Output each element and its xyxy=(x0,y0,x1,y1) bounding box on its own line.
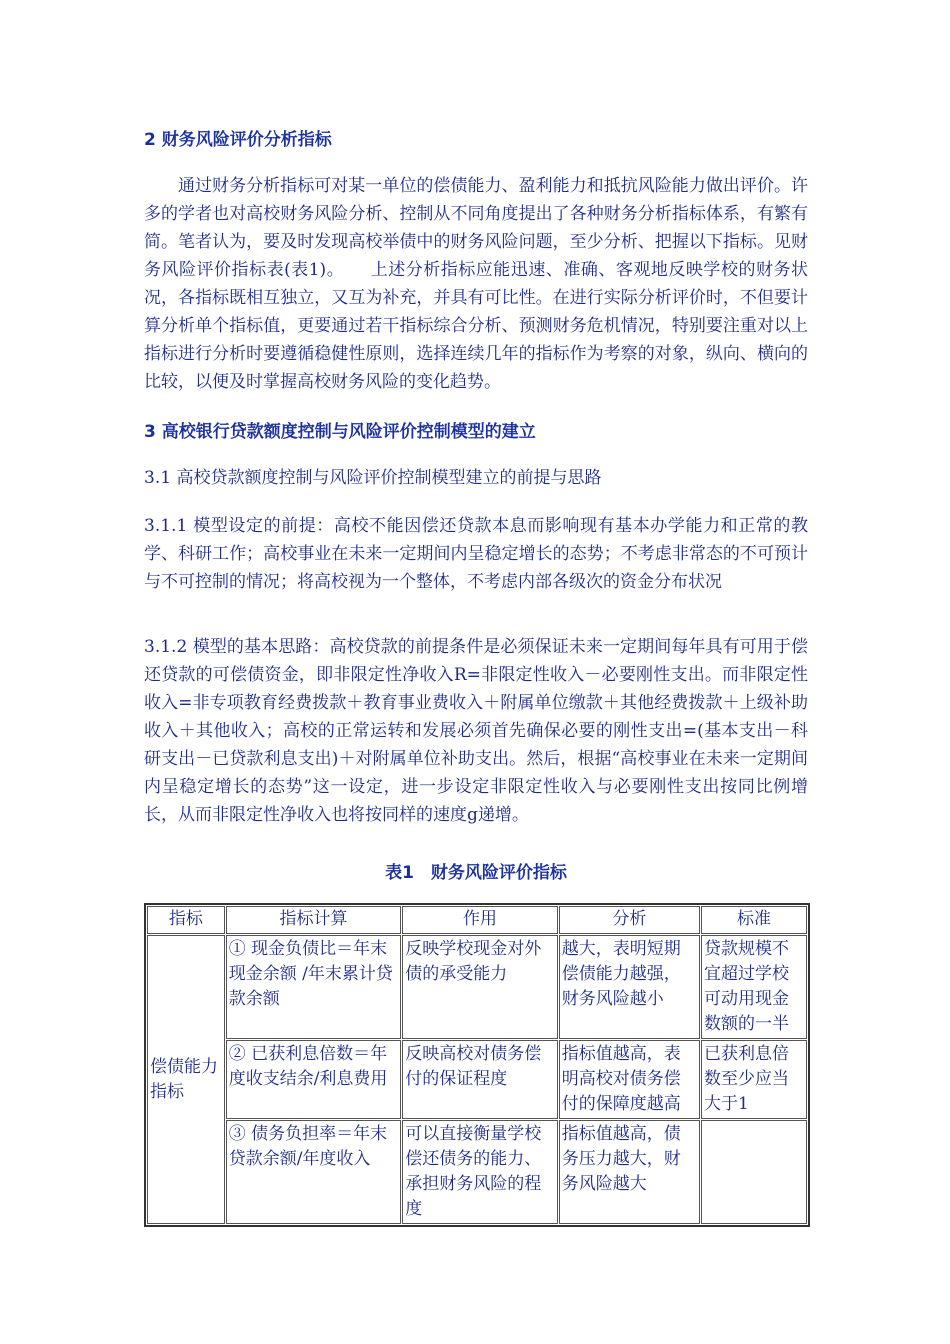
cell-calculation: ② 已获利息倍数＝年度收支结余/利息费用 xyxy=(226,1040,402,1119)
table-caption: 表1 财务风险评价指标 xyxy=(385,863,567,883)
table-row xyxy=(147,1120,807,1224)
cell-standard: 已获利息倍数至少应当大于1 xyxy=(701,1040,807,1119)
cell-standard xyxy=(701,1120,807,1224)
cell-calculation: ① 现金负债比＝年末现金余额 /年末累计贷款余额 xyxy=(226,935,402,1039)
group-cell: 偿债能力指标 xyxy=(147,935,225,1224)
table-header-row xyxy=(147,906,807,934)
header-analysis: 分析 xyxy=(559,906,700,934)
cell-function: 反映学校现金对外债的承受能力 xyxy=(402,935,557,1039)
section-3-heading: 3 高校银行贷款额度控制与风险评价控制模型的建立 xyxy=(144,422,536,442)
cell-function: 可以直接衡量学校偿还债务的能力、承担财务风险的程度 xyxy=(402,1120,557,1224)
cell-standard: 贷款规模不宜超过学校可动用现金数额的一半 xyxy=(701,935,807,1039)
paragraph-3-1-1: 3.1.1 模型设定的前提：高校不能因偿还贷款本息而影响现有基本办学能力和正常的教学、科研工作；高校事业在未来一定期间内呈稳定增长的态势；不考虑非常态的不可预计与不可控制的情况；将高校视为一个整体，不考虑内部各级次的资金分布状况 xyxy=(144,516,808,592)
paragraph-3-1-2: 3.1.2 模型的基本思路：高校贷款的前提条件是必须保证未来一定期间每年具有可用于偿还贷款的可偿债资金，即非限定性净收入R=非限定性收入－必要刚性支出。而非限定性收入=非专项教育经费拨款＋教育事业费收入＋附属单位缴款＋其他经费拨款＋上级补助收入＋其他收入；高校的正常运转和发展必须首先确保必要的刚性支出=(基本支出－科研支出－已贷款利息支出)＋对附属单位补助支出。然后，根据“高校事业在未来一定期间内呈稳定增长的态势”这一设定，进一步设定非限定性收入与必要刚性支出按同比例增长，从而非限定性净收入也将按同样的速度g递增。 xyxy=(144,637,808,825)
risk-indicator-table xyxy=(144,903,810,1227)
table-row xyxy=(147,935,807,1039)
header-function: 作用 xyxy=(402,906,557,934)
header-calculation: 指标计算 xyxy=(226,906,402,934)
table-row xyxy=(147,1040,807,1119)
cell-analysis: 越大，表明短期偿债能力越强，财务风险越小 xyxy=(559,935,700,1039)
section-2-paragraph: 通过财务分析指标可对某一单位的偿债能力、盈利能力和抵抗风险能力做出评价。许多的学者也对高校财务风险分析、控制从不同角度提出了各种财务分析指标体系，有繁有简。笔者认为，要及时发现高校举债中的财务风险问题，至少分析、把握以下指标。见财务风险评价指标表(表1)。 上述分析指标应能迅速、准确、客观地反映学校的财务状况，各指标既相互独立，又互为补充，并具有可比性。在进行实际分析评价时，不但要计算分析单个指标值，更要通过若干指标综合分析、预测财务危机情况，特别要注重对以上指标进行分析时要遵循稳健性原则，选择连续几年的指标作为考察的对象，纵向、横向的比较，以便及时掌握高校财务风险的变化趋势。 xyxy=(144,176,808,392)
cell-analysis: 指标值越高，债务压力越大，财务风险越大 xyxy=(559,1120,700,1224)
section-2-heading: 2 财务风险评价分析指标 xyxy=(144,130,332,150)
header-indicator: 指标 xyxy=(147,906,225,934)
cell-function: 反映高校对债务偿付的保证程度 xyxy=(402,1040,557,1119)
subsection-3-1: 3.1 高校贷款额度控制与风险评价控制模型建立的前提与思路 xyxy=(144,468,602,488)
cell-analysis: 指标值越高，表明高校对债务偿付的保障度越高 xyxy=(559,1040,700,1119)
cell-calculation: ③ 债务负担率＝年末贷款余额/年度收入 xyxy=(226,1120,402,1224)
header-standard: 标准 xyxy=(701,906,807,934)
